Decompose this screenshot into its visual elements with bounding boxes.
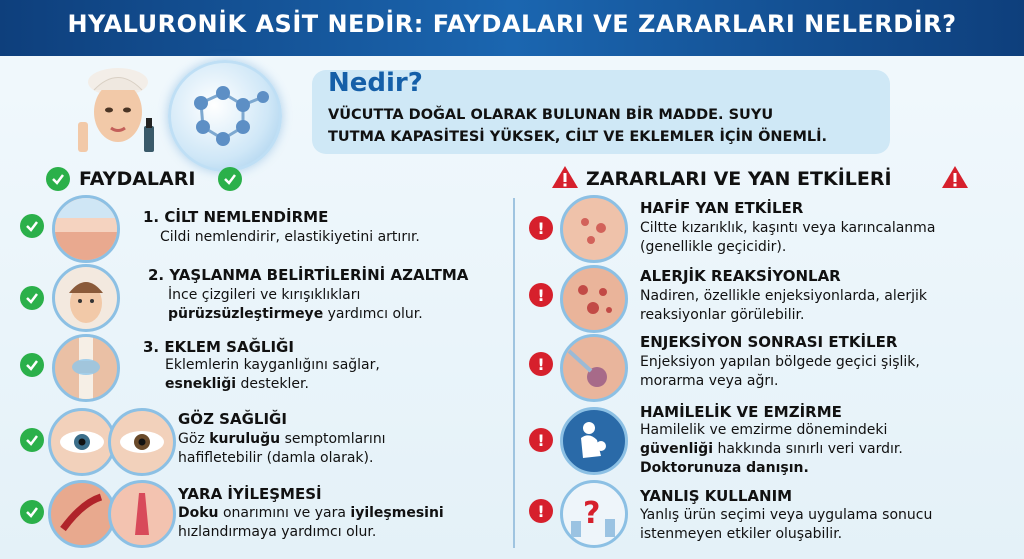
benefit-2-title: 2. YAŞLANMA BELİRTİLERİNİ AZALTMA	[148, 266, 469, 284]
exclamation-circle-icon: !	[529, 428, 553, 452]
risk-4-line-3: Doktorunuza danışın.	[640, 460, 809, 476]
check-circle-icon	[218, 167, 242, 191]
check-circle-icon	[46, 167, 70, 191]
risk-5-text	[640, 506, 932, 544]
benefit-3-line-2-bold: esnekliği	[165, 376, 237, 392]
risk-1-line-1: Ciltte kızarıklık, kaşıntı veya karıncalanma	[640, 220, 936, 236]
risk-5-line-1: Yanlış ürün seçimi veya uygulama sonucu	[640, 507, 933, 523]
benefit-1-text	[160, 228, 420, 247]
benefit-3-title: 3. EKLEM SAĞLIĞI	[143, 338, 294, 356]
benefit-1-line-1: Cildi nemlendirir, elastikiyetini artırır.	[160, 229, 420, 245]
definition-text	[328, 104, 888, 148]
risk-3-text	[640, 353, 920, 391]
definition-title: Nedir?	[328, 68, 423, 98]
risk-3-title: ENJEKSİYON SONRASI ETKİLER	[640, 333, 898, 351]
risk-4-line-2: hakkında sınırlı veri vardır.	[713, 441, 903, 457]
svg-text:?: ?	[583, 496, 601, 531]
check-circle-icon	[20, 286, 44, 310]
wound-image	[48, 480, 116, 548]
risk-3-line-1: Enjeksiyon yapılan bölgede geçici şişlik,	[640, 354, 920, 370]
exclamation-circle-icon: !	[529, 216, 553, 240]
risk-1-text	[640, 219, 935, 257]
risk-5-line-2: istenmeyen etkiler oluşabilir.	[640, 526, 843, 542]
woman-face-image	[52, 264, 120, 332]
benefit-5-line-1-bold-2: iyileşmesini	[350, 505, 444, 521]
benefit-4-line-1a: Göz	[178, 431, 210, 447]
misuse-question-image	[560, 480, 628, 548]
risk-1-line-2: (genellikle geçicidir).	[640, 239, 787, 255]
benefit-5-text	[178, 504, 444, 542]
risk-2-line-1: Nadiren, özellikle enjeksiyonlarda, alerjik	[640, 288, 927, 304]
benefit-4-line-1-bold: kuruluğu	[209, 431, 281, 447]
risks-title: ZARARLARI VE YAN ETKİLERİ	[586, 168, 892, 190]
risk-2-line-2: reaksiyonlar görülebilir.	[640, 307, 805, 323]
check-circle-icon	[20, 353, 44, 377]
check-circle-icon	[20, 500, 44, 524]
knee-joint-image	[52, 334, 120, 402]
pregnancy-breastfeeding-icon	[560, 407, 628, 475]
risk-2-text	[640, 287, 927, 325]
benefit-5-title: YARA İYİLEŞMESİ	[178, 485, 322, 503]
title-banner	[0, 0, 1024, 56]
benefit-5-line-1a: onarımını ve yara	[218, 505, 351, 521]
benefits-title: FAYDALARI	[79, 168, 196, 190]
exclamation-circle-icon: !	[529, 283, 553, 307]
allergic-reaction-image	[560, 265, 628, 333]
risk-4-title: HAMİLELİK VE EMZİRME	[640, 403, 842, 421]
skin-layers-image	[52, 195, 120, 263]
exclamation-circle-icon: !	[529, 352, 553, 376]
benefit-5-line-2: hızlandırmaya yardımcı olur.	[178, 524, 377, 540]
tissue-repair-image	[108, 480, 176, 548]
page-title: HYALURONİK ASİT NEDİR: FAYDALARI VE ZARARLARI NELERDİR?	[67, 10, 957, 38]
risk-4-text	[640, 421, 903, 478]
benefit-4-line-1c: semptomlarını	[280, 431, 386, 447]
warning-triangle-icon	[551, 164, 579, 190]
check-circle-icon	[20, 428, 44, 452]
definition-line-1: VÜCUTTA DOĞAL OLARAK BULUNAN BİR MADDE. SUYU	[328, 107, 774, 123]
risk-2-title: ALERJİK REAKSİYONLAR	[640, 267, 841, 285]
benefit-2-line-2: yardımcı olur.	[323, 306, 423, 322]
risk-4-line-1: Hamilelik ve emzirme dönemindeki	[640, 422, 888, 438]
skin-redness-image	[560, 195, 628, 263]
check-circle-icon	[20, 214, 44, 238]
risk-1-title: HAFİF YAN ETKİLER	[640, 199, 804, 217]
molecule-icon	[168, 60, 282, 172]
exclamation-circle-icon: !	[529, 499, 553, 523]
benefit-3-text	[165, 356, 380, 394]
injection-bruise-image	[560, 334, 628, 402]
warning-triangle-icon	[941, 164, 969, 190]
woman-face-illustration	[58, 60, 168, 160]
benefit-1-title: 1. CİLT NEMLENDİRME	[143, 208, 329, 226]
column-divider	[513, 198, 515, 548]
benefit-2-line-1: İnce çizgileri ve kırışıklıkları	[168, 287, 361, 303]
benefit-4-line-2: hafifletebilir (damla olarak).	[178, 450, 374, 466]
benefit-5-line-1-bold: Doku	[178, 505, 219, 521]
benefit-2-line-2-bold: pürüzsüzleştirmeye	[168, 306, 324, 322]
eye-image	[108, 408, 176, 476]
benefit-3-line-2: destekler.	[236, 376, 309, 392]
risk-3-line-2: morarma veya ağrı.	[640, 373, 779, 389]
eye-image	[48, 408, 116, 476]
benefit-4-title: GÖZ SAĞLIĞI	[178, 410, 287, 428]
definition-line-2: TUTMA KAPASİTESİ YÜKSEK, CİLT VE EKLEMLER İÇİN ÖNEMLİ.	[328, 129, 828, 145]
benefit-4-text	[178, 430, 386, 468]
benefit-3-line-1: Eklemlerin kayganlığını sağlar,	[165, 357, 380, 373]
risk-5-title: YANLIŞ KULLANIM	[640, 487, 793, 505]
benefit-2-text	[168, 286, 423, 324]
risk-4-line-2-bold: güvenliği	[640, 441, 713, 457]
